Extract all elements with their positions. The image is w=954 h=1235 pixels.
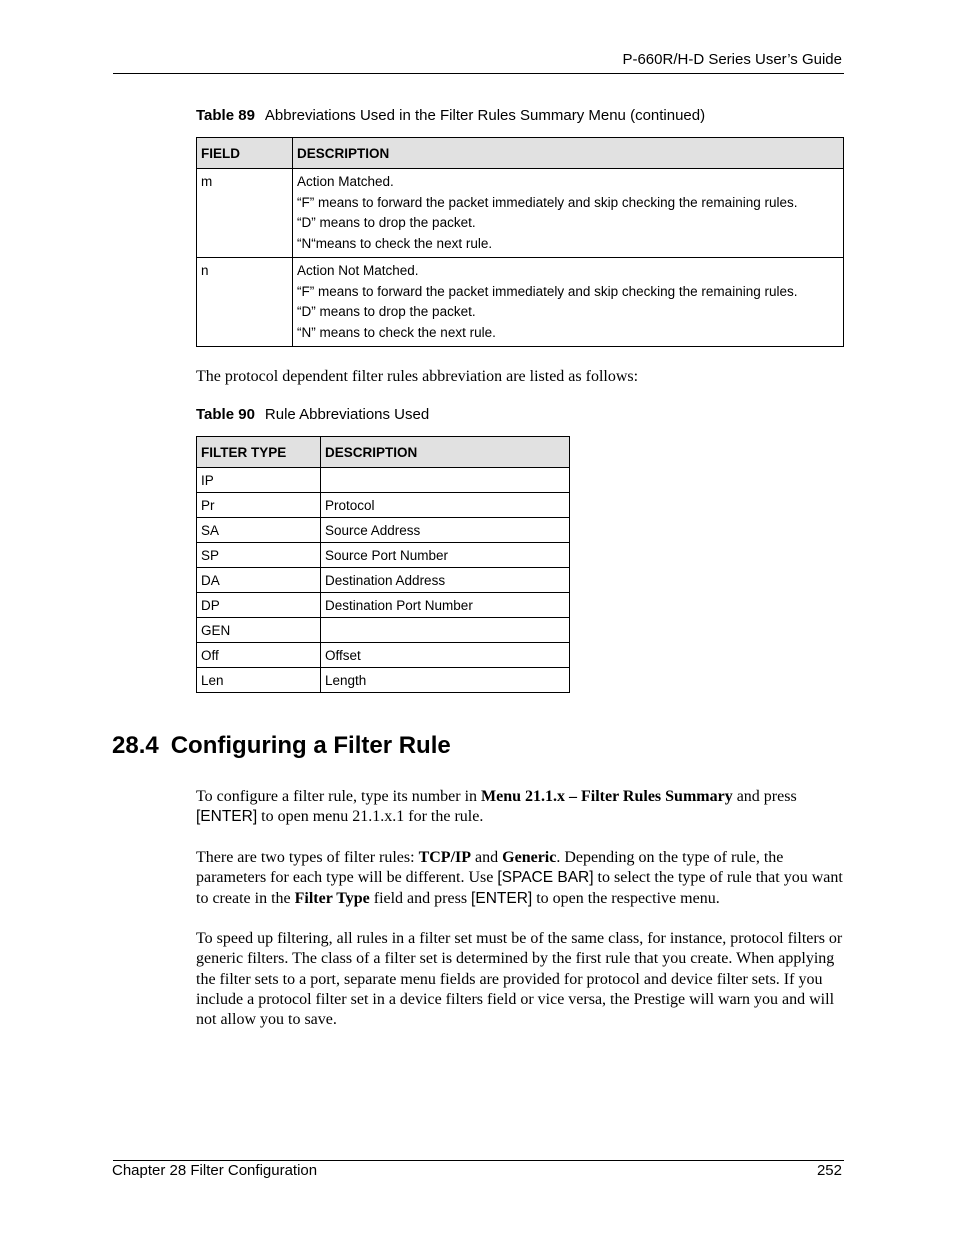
description-line: “D” means to drop the packet. [297,304,476,319]
intro-paragraph: The protocol dependent filter rules abbreviation are listed as follows: [196,368,639,385]
column-header: DESCRIPTION [293,138,844,169]
section-heading [112,732,451,760]
running-header: P-660R/H-D Series User’s Guide [622,51,842,68]
description-line: “F” means to forward the packet immediately and skip checking the remaining rules. [297,194,798,210]
text: field and press [369,889,472,907]
filter-type-cell: DP [197,593,321,618]
abbreviations-table [196,137,844,347]
filter-type-cell: Len [197,668,321,693]
text: and press [732,788,797,805]
column-header: FILTER TYPE [197,437,321,468]
paragraph-2 [196,848,846,909]
field-cell: n [197,258,293,347]
text: to open the respective menu. [532,889,720,907]
description-cell: Source Port Number [321,543,570,568]
filter-type-cell: DA [197,568,321,593]
table-row [197,493,570,518]
field-cell: m [197,169,293,258]
footer-chapter: Chapter 28 Filter Configuration [112,1162,318,1179]
table-label: Table 89 [196,107,255,124]
filter-type-cell: Off [197,643,321,668]
text: to select the type of rule that you want to create in the [196,869,843,907]
table-header-row [197,437,570,468]
menu-name: Menu 21.1.x – Filter Rules Summary [481,788,733,805]
key-name: [ENTER] [471,889,533,907]
table-row [197,169,844,258]
table-row [197,258,844,347]
description-line: “N” means to check the next rule. [297,324,496,340]
table-90-caption [196,406,429,423]
footer-rule [113,1160,844,1161]
text: There are two types of filter rules: [196,849,419,866]
table-row [197,668,570,693]
description-cell [293,258,844,347]
description-line: “D” means to drop the packet. [297,215,476,230]
table-row [197,543,570,568]
description-cell: Destination Port Number [321,593,570,618]
description-cell: Destination Address [321,568,570,593]
filter-type-cell: SP [197,543,321,568]
table-row [197,593,570,618]
filter-type-cell: GEN [197,618,321,643]
table-row [197,568,570,593]
field-name: Filter Type [294,889,370,907]
table-row [197,468,570,493]
rule-type: Generic [502,849,557,866]
description-cell: Length [321,668,570,693]
rule-abbreviations-table [196,436,570,693]
description-cell: Protocol [321,493,570,518]
table-row [197,518,570,543]
filter-type-cell: Pr [197,493,321,518]
description-cell [293,169,844,258]
filter-type-cell: IP [197,468,321,493]
key-name: [SPACE BAR] [497,869,594,887]
table-header-row [197,138,844,169]
paragraph-1 [196,787,846,828]
table-caption-text: Abbreviations Used in the Filter Rules Summary Menu (continued) [264,107,706,124]
table-89-caption [196,107,705,124]
table-row [197,643,570,668]
section-title: Configuring a Filter Rule [170,732,451,759]
paragraph-3: To speed up filtering, all rules in a filter set must be of the same class, for instance, protocol filters or generic filters. The class of a filter set is determined by the first rule that you create. When applying the filter sets to a port, separate menu fields are provided for protocol and device filter sets. If you include a protocol filter set in a device filters field or vice versa, the Prestige will warn you and will not allow you to save. [196,930,843,1029]
section-number: 28.4 [112,732,159,759]
description-cell [321,618,570,643]
text: . Depending on the type of rule, the parameters for each type will be different. Use [196,849,784,887]
text: to open menu 21.1.x.1 for the rule. [257,808,484,826]
description-line: Action Not Matched. [297,263,419,278]
description-line: “F” means to forward the packet immediately and skip checking the remaining rules. [297,283,798,299]
table-label: Table 90 [196,406,255,423]
description-cell [321,468,570,493]
table-row [197,618,570,643]
key-name: [ENTER] [196,808,258,826]
filter-type-cell: SA [197,518,321,543]
text: To configure a filter rule, type its number in [196,788,482,805]
column-header: FIELD [197,138,293,169]
header-rule [113,73,844,74]
column-header: DESCRIPTION [321,437,570,468]
description-cell: Offset [321,643,570,668]
description-line: “N“means to check the next rule. [297,235,493,251]
text: and [471,849,503,866]
description-line: Action Matched. [297,174,394,189]
table-caption-text: Rule Abbreviations Used [264,406,430,423]
page-number: 252 [816,1162,842,1179]
description-cell: Source Address [321,518,570,543]
rule-type: TCP/IP [418,849,472,866]
